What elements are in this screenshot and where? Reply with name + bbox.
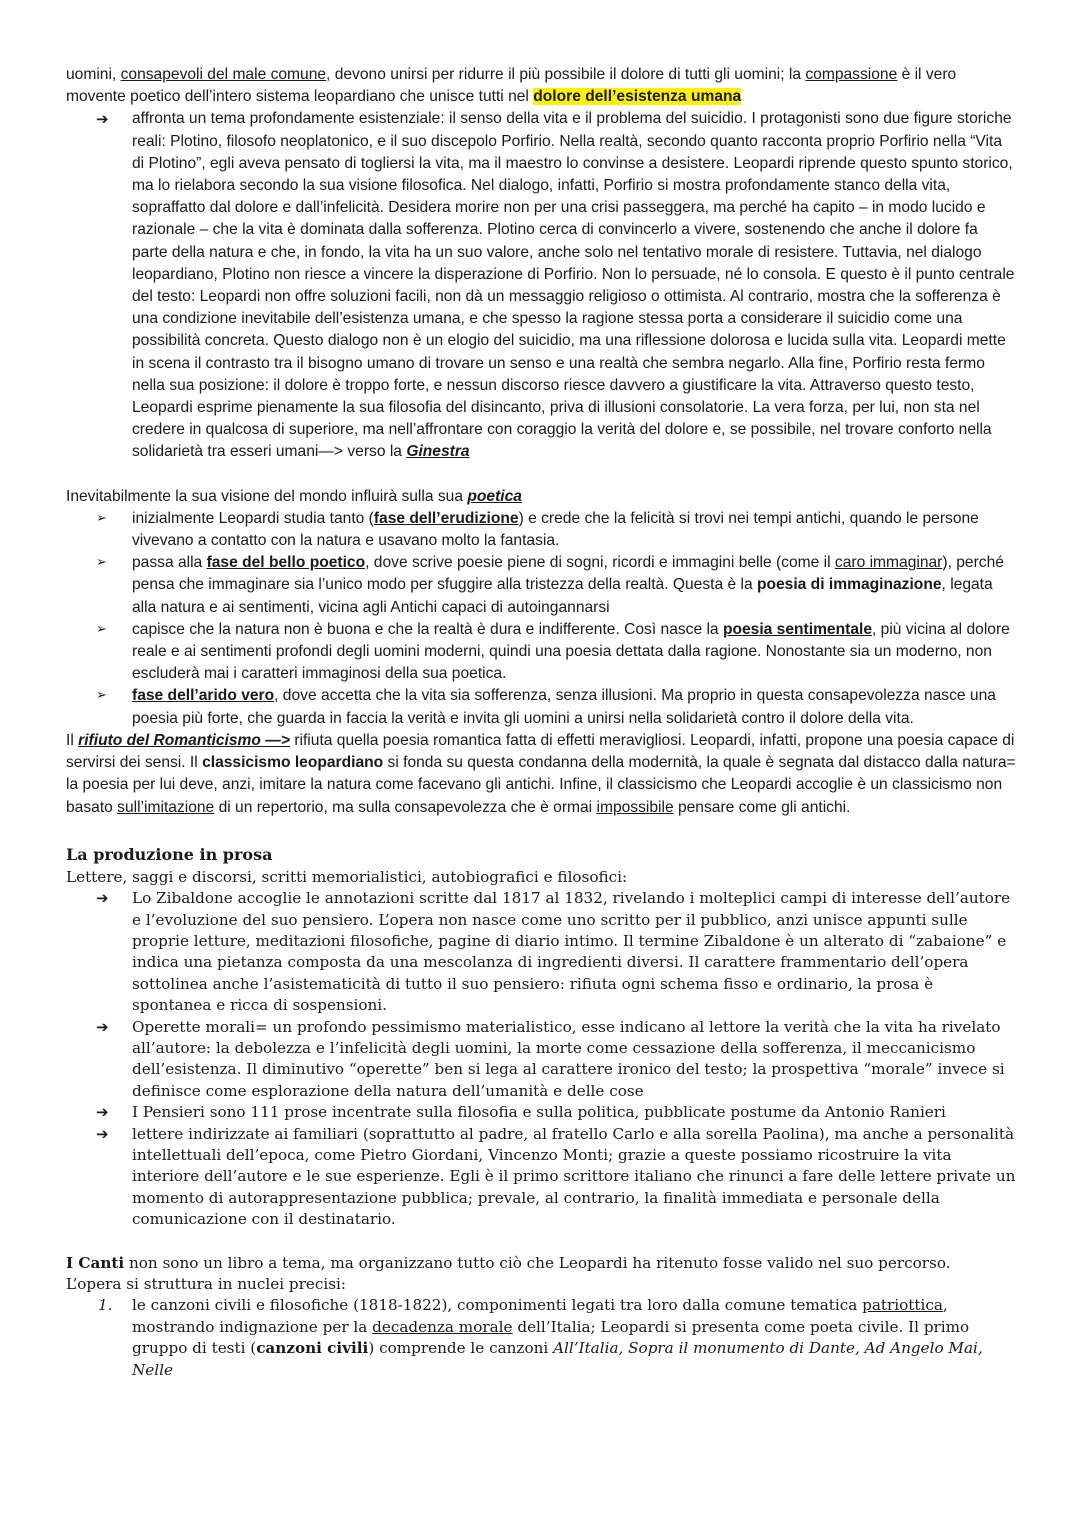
- poetica-item-text: ), perché pensa che immaginare sia l’unico modo per sfuggire alla tristezza della realtà. Questa è la: [132, 554, 1004, 594]
- intro-underline-2: compassione: [805, 66, 898, 83]
- poetica-item-sentimentale: [66, 619, 1016, 686]
- romanticismo-title: rifiuto del Romanticismo —>: [78, 731, 290, 749]
- prosa-item-zibaldone: [66, 888, 1016, 1016]
- prosa-item-pensieri: [66, 1102, 1016, 1123]
- prosa-item-text: Operette morali= un profondo pessimismo materialistico, esse indicano al lettore la verità che la vita ha rivelato all’autore: la debolezza e l’infelicità degli uomini, la morte come cessazione della sofferenza, il meccanicismo dell’esistenza. Il diminutivo “operette” ben si lega al carattere ironico del testo; la prospettiva “morale” invece si definisce come esplorazione della natura dell’umanità e delle cose: [132, 1017, 1005, 1100]
- romanticismo-text: rifiuta quella poesia romantica fatta di effetti meravigliosi. Leopardi, infatti, propone una poesia capace di servirsi dei sensi. Il: [66, 731, 1015, 772]
- triangle-bullet-icon: ➢: [96, 688, 107, 704]
- poetica-item-bold: poesia sentimentale: [722, 620, 872, 638]
- triangle-bullet-icon: ➢: [96, 510, 107, 526]
- poetica-item-bold: fase del bello poetico: [206, 554, 366, 572]
- plotino-text: affronta un tema profondamente esistenziale: il senso della vita e il problema del suicidio. I protagonisti sono due figure storiche reali: Plotino, filosofo neoplatonico, e il suo discepolo Porfirio. Nella realtà, secondo quanto racconta proprio Porfirio nella “Vita di Plotino”, egli aveva pensato di togliersi la vita, ma il maestro lo convinse a desistere. Leopardi riprende questo spunto storico, ma lo rielabora secondo la sua visione filosofica. Nel dialogo, infatti, Porfirio si mostra profondamente stanco della vita, sopraffatto dal dolore e dall’infelicità. Desidera morire non per una crisi passeggera, ma perché ha capito – in modo lucido e razionale – che la vita è dominata dalla sofferenza. Plotino cerca di convincerlo a vivere, sostenendo che anche il dolore fa parte della natura e che, in fondo, la vita ha un suo valore, anche solo nel tentativo morale di resistere. Tuttavia, nel dialogo leopardiano, Plotino non riesce a vincere la disperazione di Porfirio. Non lo persuade, né lo consola. E questo è il punto centrale del testo: Leopardi non offre soluzioni facili, non dà un messaggio religioso o ottimista. Al contrario, mostra che la sofferenza è una condizione inevitabile dell’esistenza umana, e che spesso la ragione stessa porta a considerare il suicidio come una possibilità concreta. Questo dialogo non è un elogio del suicidio, ma una riflessione dolorosa e lucida sulla vita. Leopardi mette in scena il contrasto tra il bisogno umano di trovare un senso e una realtà che sembra negarlo. Alla fine, Porfirio resta fermo nella sua posizione: il dolore è troppo forte, e nessun discorso riesce davvero a giustificare la vita. Attraverso questo testo, Leopardi esprime pienamente la sua filosofia del disincanto, priva di illusioni consolatorie. La vera forza, per lui, non sta nel credere in qualcosa di superiore, ma nell’affrontare con coraggio la verità del dolore e, se possibile, nel trovare conforto nella solidarietà tra esseri umani—> verso la: [132, 110, 1015, 461]
- canti-item-text: le canzoni civili e filosofiche (1818-1822), componimenti legati tra loro dalla comune tematica: [132, 1296, 863, 1315]
- poetica-item-bello-poetico: [66, 552, 1016, 619]
- prosa-list: [66, 888, 1016, 1231]
- ginestra-link: Ginestra: [406, 443, 470, 461]
- romanticismo-text: si fonda su questa condanna della modernità, la quale è segnata dal distacco dalla natura= la poesia per lui deve, anzi, imitare la natura come facevano gli antichi. Infine, il classicismo che Leopardi accoglie è un classicismo non basato: [66, 754, 1016, 816]
- poetica-item-text: , legata alla natura e ai sentimenti, vicina agli Antichi capaci di autoingannarsi: [132, 576, 993, 616]
- canti-text: non sono un libro a tema, ma organizzano tutto ciò che Leopardi ha ritenuto fosse valido nel suo percorso.: [124, 1253, 951, 1272]
- poetica-item-text: ) e crede che la felicità si trovi nei tempi antichi, quando le persone vivevano a contatto con la natura e usavano molto la fantasia.: [132, 509, 979, 550]
- list-number: 1.: [98, 1296, 113, 1315]
- canti-item-text: dell’Italia; Leopardi si presenta come poeta civile. Il primo gruppo di testi (: [132, 1317, 970, 1358]
- prosa-item-text: Lo Zibaldone accoglie le annotazioni scritte dal 1817 al 1832, rivelando i molteplici campi di interesse dell’autore e l’evoluzione del suo pensiero. L’opera non nasce come uno scritto per il pubblico, anzi unisce appunti sulle proprie letture, meditazioni filosofiche, pagine di diario intimo. Il termine Zibaldone è un alterato di “zabaione” e indica una pietanza composta da una mescolanza di ingredienti diversi. Il carattere frammentario dell’opera sottolinea anche l’asistematicità di tutto il suo pensiero: rifiuta ogni schema fisso e ordinario, la prosa è spontanea e ricca di sospensioni.: [132, 889, 1011, 1015]
- poetica-item-bold: fase dell’erudizione: [373, 509, 519, 527]
- intro-highlight: dolore dell’esistenza umana: [533, 88, 742, 106]
- romanticismo-text: Il: [66, 731, 79, 749]
- poetica-intro-text: Inevitabilmente la sua visione del mondo influirà sulla sua: [66, 487, 468, 505]
- canti-item-italic: All’Italia, Sopra il monumento di Dante, Ad Angelo Mai, Nelle: [132, 1339, 983, 1379]
- poetica-item-text: capisce che la natura non è buona e che la realtà è dura e indifferente. Così nasce la: [132, 620, 723, 638]
- arrow-bullet-icon: ➔: [96, 1017, 109, 1036]
- poetica-intro: [66, 486, 1016, 508]
- romanticismo-underline: impossibile: [596, 798, 674, 816]
- intro-underline-1: consapevoli del male comune: [120, 66, 327, 83]
- canti-item-text: , mostrando indignazione per la: [132, 1296, 948, 1336]
- canti-item-underline: decadenza morale: [372, 1317, 513, 1336]
- poetica-item-bold: poesia di immaginazione: [756, 576, 942, 594]
- prosa-intro: Lettere, saggi e discorsi, scritti memorialistici, autobiografici e filosofici:: [66, 867, 628, 886]
- poetica-item-arido-vero: [66, 685, 1016, 729]
- canti-item-canzoni: [66, 1295, 1016, 1381]
- canti-item-bold: canzoni civili: [256, 1339, 369, 1358]
- romanticismo-underline: sull’imitazione: [117, 798, 215, 816]
- poetica-item-text: , più vicina al dolore reale e ai sentimenti profondi degli uomini moderni, quindi una poesia dettata dalla ragione. Nonostante sia un moderno, non escluderà mai i caratteri immaginosi della sua poetica.: [132, 620, 1010, 683]
- arrow-bullet-icon: ➔: [96, 1124, 109, 1143]
- prosa-item-lettere: [66, 1124, 1016, 1231]
- canti-list: [66, 1295, 1016, 1381]
- poetica-item-text: , dove scrive poesie piene di sogni, ricordi e immagini belle (come il: [365, 554, 835, 572]
- intro-paragraph: [66, 64, 1016, 108]
- triangle-bullet-icon: ➢: [96, 621, 107, 637]
- poetica-item-erudizione: [66, 508, 1016, 552]
- arrow-bullet-icon: ➔: [96, 110, 109, 129]
- plotino-list: [66, 108, 1016, 463]
- romanticismo-paragraph: [66, 730, 1016, 819]
- prosa-item-text: I Pensieri sono 111 prose incentrate sulla filosofia e sulla politica, pubblicate postume da Antonio Ranieri: [132, 1103, 946, 1122]
- canti-title: I Canti: [66, 1253, 125, 1272]
- intro-text-1: uomini,: [66, 66, 121, 83]
- arrow-bullet-icon: ➔: [96, 1103, 109, 1122]
- prosa-heading: La produzione in prosa: [66, 844, 273, 864]
- poetica-item-text: passa alla: [132, 554, 207, 572]
- poetica-item-text: , dove accetta che la vita sia sofferenza, senza illusioni. Ma proprio in questa consapevolezza nasce una poesia più forte, che guarda in faccia la verità e invita gli uomini a unirsi nella solidarietà contro il dolore della vita.: [132, 687, 996, 727]
- poetica-item-underline: caro immaginar: [834, 554, 943, 572]
- romanticismo-bold: classicismo leopardiano: [202, 754, 384, 772]
- canti-item-underline: patriottica: [862, 1296, 943, 1315]
- prosa-item-text: lettere indirizzate ai familiari (soprattutto al padre, al fratello Carlo e alla sorella Paolina), ma anche a personalità intellettuali dell’epoca, come Pietro Giordani, Vincenzo Monti; grazie a queste possiamo ricostruire la vita interiore dell’autore e le sue esperienze. Egli è il primo scrittore italiano che rinunci a fare delle lettere private un momento di autorappresentazione pubblica; prevale, al contrario, la finalità immediata e personale della comunicazione con il destinatario.: [132, 1124, 1016, 1229]
- romanticismo-text: pensare come gli antichi.: [673, 798, 851, 816]
- poetica-item-bold: fase dell’arido vero: [132, 687, 275, 705]
- prosa-item-operette: [66, 1017, 1016, 1103]
- canti-intro: L’opera si struttura in nuclei precisi:: [66, 1275, 346, 1294]
- plotino-item: [66, 108, 1016, 463]
- intro-text-2: , devono unirsi per ridurre il più possibile il dolore di tutti gli uomini; la: [326, 66, 806, 83]
- poetica-item-text: inizialmente Leopardi studia tanto (: [132, 509, 374, 527]
- romanticismo-text: di un repertorio, ma sulla consapevolezza che è ormai: [214, 798, 597, 816]
- poetica-list: [66, 508, 1016, 730]
- canti-paragraph: [66, 1253, 1016, 1274]
- canti-item-text: ) comprende le canzoni: [368, 1339, 554, 1358]
- intro-text-3: è il vero movente poetico dell’intero sistema leopardiano che unisce tutti nel: [66, 66, 957, 106]
- triangle-bullet-icon: ➢: [96, 555, 107, 571]
- arrow-bullet-icon: ➔: [96, 889, 109, 908]
- poetica-title: poetica: [467, 487, 522, 505]
